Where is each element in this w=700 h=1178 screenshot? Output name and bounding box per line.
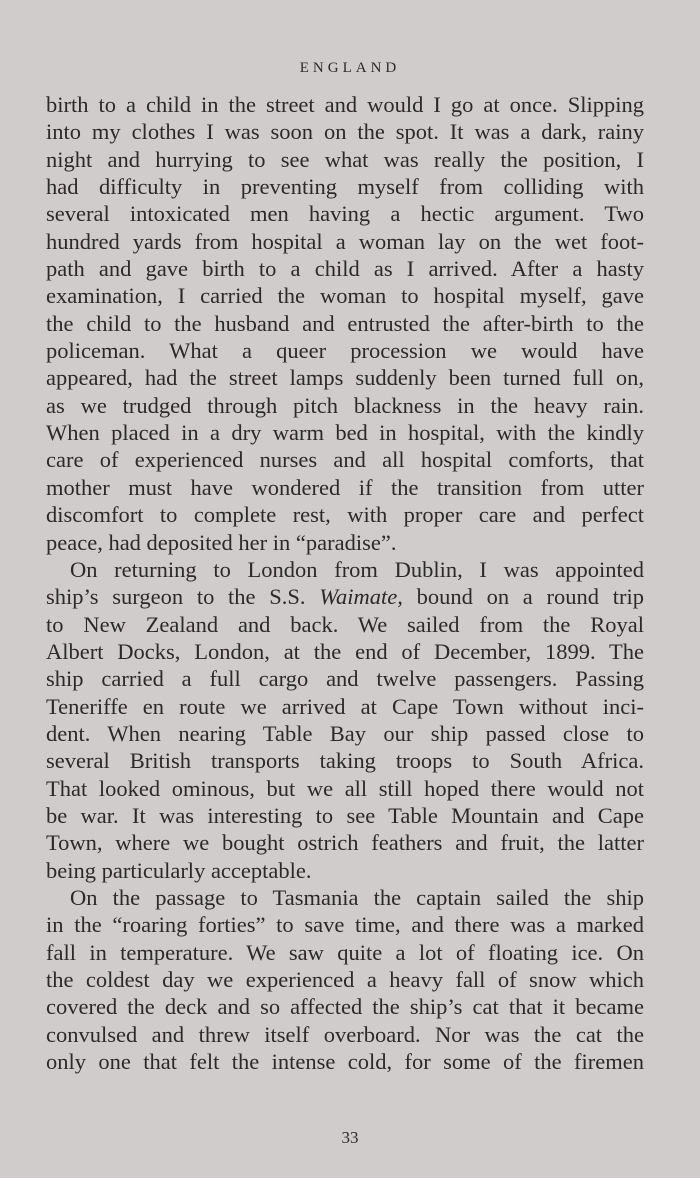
text-line: dent. When nearing Table Bay our ship passed close to — [46, 720, 644, 746]
paragraph — [46, 884, 644, 1075]
text-line: had difficulty in preventing myself from colliding with — [46, 174, 644, 200]
text-line: On the passage to Tasmania the captain sailed the ship — [70, 884, 644, 910]
text-line: When placed in a dry warm bed in hospital, with the kindly — [46, 420, 644, 446]
text-line: ship carried a full cargo and twelve passengers. Passing — [46, 666, 644, 692]
text-line-segment: bound on a round trip — [402, 584, 644, 610]
text-line: be war. It was interesting to see Table Mountain and Cape — [46, 802, 644, 828]
text-line: convulsed and threw itself overboard. Nor was the cat the — [46, 1021, 644, 1047]
page-number: 33 — [341, 1128, 359, 1147]
text-line: into my clothes I was soon on the spot. It was a dark, rainy — [46, 119, 644, 145]
text-line: fall in temperature. We saw quite a lot of floating ice. On — [46, 939, 644, 965]
text-line: mother must have wondered if the transition from utter — [46, 474, 644, 500]
text-line: Town, where we bought ostrich feathers and fruit, the latter — [46, 830, 644, 856]
text-line — [46, 583, 644, 610]
text-line: examination, I carried the woman to hospital myself, gave — [46, 283, 644, 309]
text-line: only one that felt the intense cold, for some of the firemen — [46, 1049, 644, 1075]
text-line: covered the deck and so affected the ship’s cat that it became — [46, 994, 644, 1020]
text-line: several British transports taking troops to South Africa. — [46, 748, 644, 774]
text-line: to New Zealand and back. We sailed from the Royal — [46, 611, 644, 637]
text-line-segment: ship’s surgeon to the S.S. — [46, 584, 320, 610]
text-line: birth to a child in the street and would I go at once. Slipping — [46, 92, 644, 117]
text-line: discomfort to complete rest, with proper care and perfect — [46, 502, 644, 528]
text-line: That looked ominous, but we all still hoped there would not — [46, 775, 644, 801]
text-line: On returning to London from Dublin, I was appointed — [70, 556, 644, 582]
text-line: several intoxicated men having a hectic argument. Two — [46, 201, 644, 227]
text-line: Teneriffe en route we arrived at Cape Town without inci- — [46, 693, 644, 719]
text-line: the child to the husband and entrusted the after-birth to the — [46, 310, 644, 336]
text-line: as we trudged through pitch blackness in the heavy rain. — [46, 392, 644, 418]
text-line: in the “roaring forties” to save time, and there was a marked — [46, 912, 644, 938]
paragraph — [46, 556, 644, 884]
ship-name: Waimate, — [319, 584, 403, 610]
text-line: peace, had deposited her in “paradise”. — [46, 529, 397, 555]
body-text — [46, 91, 644, 1075]
text-line: appeared, had the street lamps suddenly been turned full on, — [46, 365, 644, 391]
text-line: Albert Docks, London, at the end of December, 1899. The — [46, 638, 644, 664]
text-line: hundred yards from hospital a woman lay on the wet foot- — [46, 228, 644, 254]
text-line: being particularly acceptable. — [46, 857, 312, 883]
text-line: path and gave birth to a child as I arrived. After a hasty — [46, 256, 644, 282]
text-line: policeman. What a queer procession we would have — [46, 338, 644, 364]
text-line: the coldest day we experienced a heavy fall of snow which — [46, 967, 644, 992]
text-line: care of experienced nurses and all hospital comforts, that — [46, 447, 644, 473]
paragraph — [46, 91, 644, 556]
running-head: ENGLAND — [299, 60, 401, 76]
text-line: night and hurrying to see what was really the position, I — [46, 146, 644, 172]
